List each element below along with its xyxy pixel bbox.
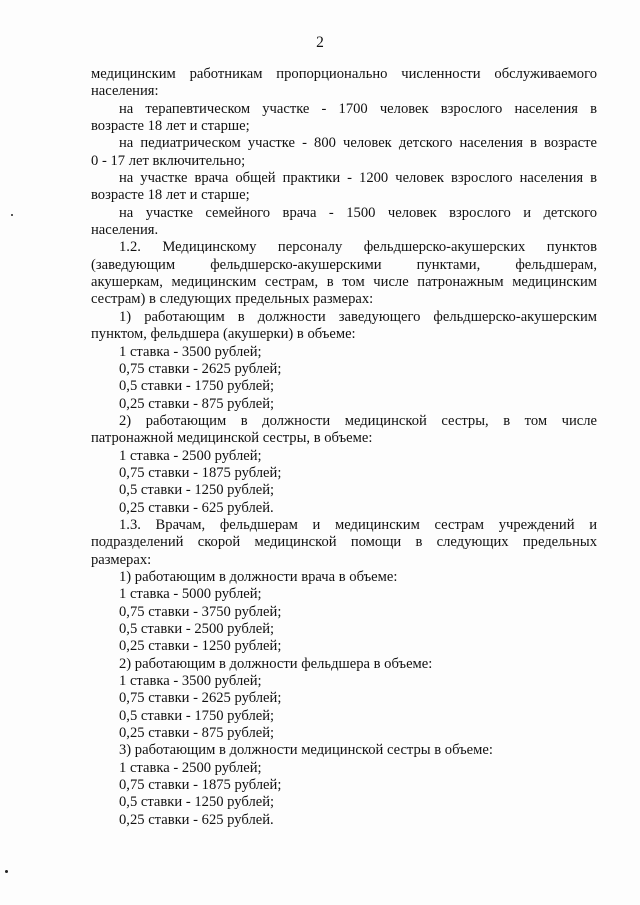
scan-speck	[5, 870, 8, 873]
text-line: подразделений скорой медицинской помощи в следующих предельных	[91, 534, 597, 551]
document-body	[91, 66, 597, 829]
scan-speck	[11, 214, 13, 216]
text-line: 1 ставка - 3500 рублей;	[119, 343, 262, 360]
text-line: медицинским работникам пропорционально численности обслуживаемого	[91, 66, 597, 82]
text-line: 0,5 ставки - 1250 рублей;	[119, 482, 275, 499]
text-line: 1.2. Медицинскому персоналу фельдшерско-акушерских пунктов	[119, 239, 597, 256]
text-line: 1) работающим в должности заведующего фельдшерско-акушерским	[119, 308, 597, 325]
text-line: пунктом, фельдшера (акушерки) в объеме:	[91, 326, 356, 343]
text-line: 0,75 ставки - 3750 рублей;	[119, 603, 282, 620]
text-line: 0,25 ставки - 625 рублей.	[119, 811, 274, 828]
text-line: патронажной медицинской сестры, в объеме:	[91, 430, 373, 447]
text-line: 0,25 ставки - 875 рублей;	[119, 725, 275, 742]
text-line: возрасте 18 лет и старше;	[91, 187, 250, 204]
text-line: 0,5 ставки - 1750 рублей;	[119, 707, 275, 724]
text-line: 0,25 ставки - 875 рублей;	[119, 395, 275, 412]
text-line: 1) работающим в должности врача в объеме:	[119, 568, 398, 585]
text-line: размерах:	[91, 551, 152, 568]
text-line: 1 ставка - 2500 рублей;	[119, 759, 262, 776]
text-line: 0,75 ставки - 2625 рублей;	[119, 360, 282, 377]
text-line: 1.3. Врачам, фельдшерам и медицинским сестрам учреждений и	[119, 516, 597, 533]
text-line: 0,5 ставки - 2500 рублей;	[119, 621, 275, 637]
text-line: 2) работающим в должности фельдшера в объеме:	[119, 655, 433, 672]
text-line: (заведующим фельдшерско-акушерскими пунктами, фельдшерам,	[91, 256, 597, 273]
text-line: на терапевтическом участке - 1700 человек взрослого населения в	[119, 100, 597, 117]
text-line: 3) работающим в должности медицинской сестры в объеме:	[119, 742, 493, 759]
text-line: возрасте 18 лет и старше;	[91, 118, 250, 135]
text-line: на участке врача общей практики - 1200 человек взрослого населения в	[119, 170, 597, 187]
text-line: акушеркам, медицинским сестрам, в том числе патронажным медицинским	[91, 274, 597, 291]
text-line: 0,75 ставки - 1875 рублей;	[119, 464, 282, 481]
text-line: 2) работающим в должности медицинской сестры, в том числе	[119, 412, 597, 429]
text-line: 0,25 ставки - 1250 рублей;	[119, 638, 282, 655]
text-line: на участке семейного врача - 1500 человек взрослого и детского	[119, 204, 597, 221]
text-line: 1 ставка - 5000 рублей;	[119, 586, 262, 603]
text-line: 1 ставка - 2500 рублей;	[119, 447, 262, 464]
text-line: 0 - 17 лет включительно;	[91, 152, 246, 169]
text-line: населения:	[91, 83, 159, 100]
page-number: 2	[316, 34, 324, 51]
text-line: 0,75 ставки - 2625 рублей;	[119, 690, 282, 707]
text-line: 0,5 ставки - 1250 рублей;	[119, 794, 275, 811]
text-line: 0,25 ставки - 625 рублей.	[119, 499, 274, 516]
text-line: сестрам) в следующих предельных размерах:	[91, 291, 374, 308]
text-line: 1 ставка - 3500 рублей;	[119, 673, 262, 690]
text-line: на педиатрическом участке - 800 человек детского населения в возрасте	[119, 135, 597, 152]
text-line: 0,75 ставки - 1875 рублей;	[119, 777, 282, 794]
text-line: 0,5 ставки - 1750 рублей;	[119, 378, 275, 395]
text-line: населения.	[91, 222, 159, 239]
